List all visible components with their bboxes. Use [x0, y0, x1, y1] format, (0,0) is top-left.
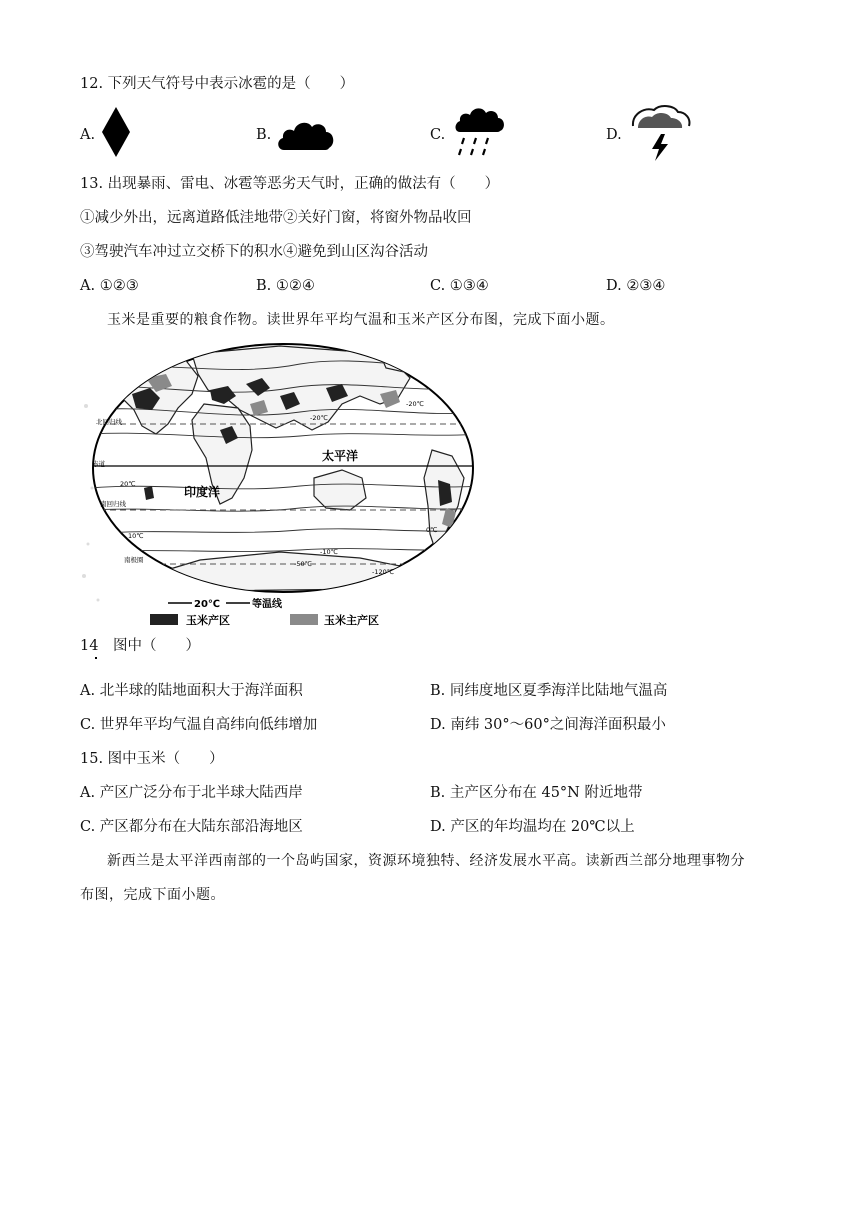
legend-isotherm-sample: 20℃	[194, 599, 221, 610]
nz-intro-line1: 新西兰是太平洋西南部的一个岛屿国家，资源环境独特、经济发展水平高。读新西兰部分地理事物分	[107, 853, 745, 869]
label-n20c: -20℃	[406, 400, 424, 408]
map-legend	[150, 597, 379, 627]
q13-statement-2: ③驾驶汽车冲过立交桥下的积水④避免到山区沟谷活动	[80, 244, 428, 260]
q15-option-a: A. 产区广泛分布于北半球大陆西岸	[80, 785, 303, 801]
label-m10c: -10℃	[320, 548, 338, 556]
world-temperature-corn-map	[80, 338, 485, 630]
hail-diamond-icon	[100, 106, 132, 158]
q13-stem: 13. 出现暴雨、雷电、冰雹等恶劣天气时，正确的做法有（ ）	[80, 176, 500, 192]
q14-stem: 14 图中（ ）	[80, 638, 200, 654]
label-m50c: -50℃	[294, 560, 312, 568]
label-pacific: 太平洋	[322, 449, 359, 463]
label-equator: 赤道	[92, 460, 105, 468]
scan-noise	[82, 404, 100, 602]
q13-option-a: A. ①②③	[80, 278, 139, 294]
nz-intro-line2: 布图，完成下面小题。	[80, 887, 225, 903]
label-tropic-s: 南回归线	[100, 500, 126, 508]
label-tropic-n: 北回归线	[96, 418, 122, 426]
q13-option-d: D. ②③④	[606, 278, 666, 294]
legend-corn-area-swatch	[150, 614, 178, 625]
q15-option-c: C. 产区都分布在大陆东部沿海地区	[80, 819, 303, 835]
label-antarctic: 南极圈	[124, 556, 144, 564]
legend-corn-main-swatch	[290, 614, 318, 625]
q12-option-c-label: C.	[430, 127, 446, 143]
label-m20c: -20℃	[310, 414, 328, 422]
q15-stem: 15. 图中玉米（ ）	[80, 751, 224, 767]
label-20c: 20℃	[120, 480, 136, 488]
legend-corn-area: 玉米产区	[186, 614, 230, 627]
q14-option-b: B. 同纬度地区夏季海洋比陆地气温高	[430, 683, 668, 699]
q13-option-b: B. ①②④	[256, 278, 315, 294]
label-10c: 10℃	[128, 532, 144, 540]
label-0c: 0℃	[426, 526, 438, 534]
q13-statement-1: ①减少外出，远离道路低洼地带②关好门窗，将窗外物品收回	[80, 210, 472, 226]
cloud-icon	[276, 116, 336, 152]
q12-option-b-label: B.	[256, 127, 272, 143]
legend-isotherm-label: 等温线	[252, 599, 282, 610]
australia	[314, 470, 366, 510]
q13-option-c: C. ①③④	[430, 278, 489, 294]
label-indian: 印度洋	[184, 485, 221, 499]
q12-stem: 12. 下列天气符号中表示冰雹的是（ ）	[80, 76, 355, 92]
rain-cloud-icon	[454, 104, 506, 158]
q12-option-a-label: A.	[80, 127, 96, 143]
thunderstorm-icon	[630, 104, 692, 162]
q14-option-d: D. 南纬 30°～60°之间海洋面积最小	[430, 717, 666, 733]
stray-dot	[95, 657, 97, 659]
q15-option-d: D. 产区的年均温均在 20℃以上	[430, 819, 635, 835]
q15-option-b: B. 主产区分布在 45°N 附近地带	[430, 785, 643, 801]
greenland	[380, 348, 418, 372]
corn-intro: 玉米是重要的粮食作物。读世界年平均气温和玉米产区分布图，完成下面小题。	[107, 312, 615, 328]
q12-option-d-label: D.	[606, 127, 622, 143]
label-m120c: -120℃	[372, 568, 395, 576]
q14-option-c: C. 世界年平均气温自高纬向低纬增加	[80, 717, 318, 733]
legend-corn-main: 玉米主产区	[324, 614, 379, 627]
q14-option-a: A. 北半球的陆地面积大于海洋面积	[80, 683, 303, 699]
